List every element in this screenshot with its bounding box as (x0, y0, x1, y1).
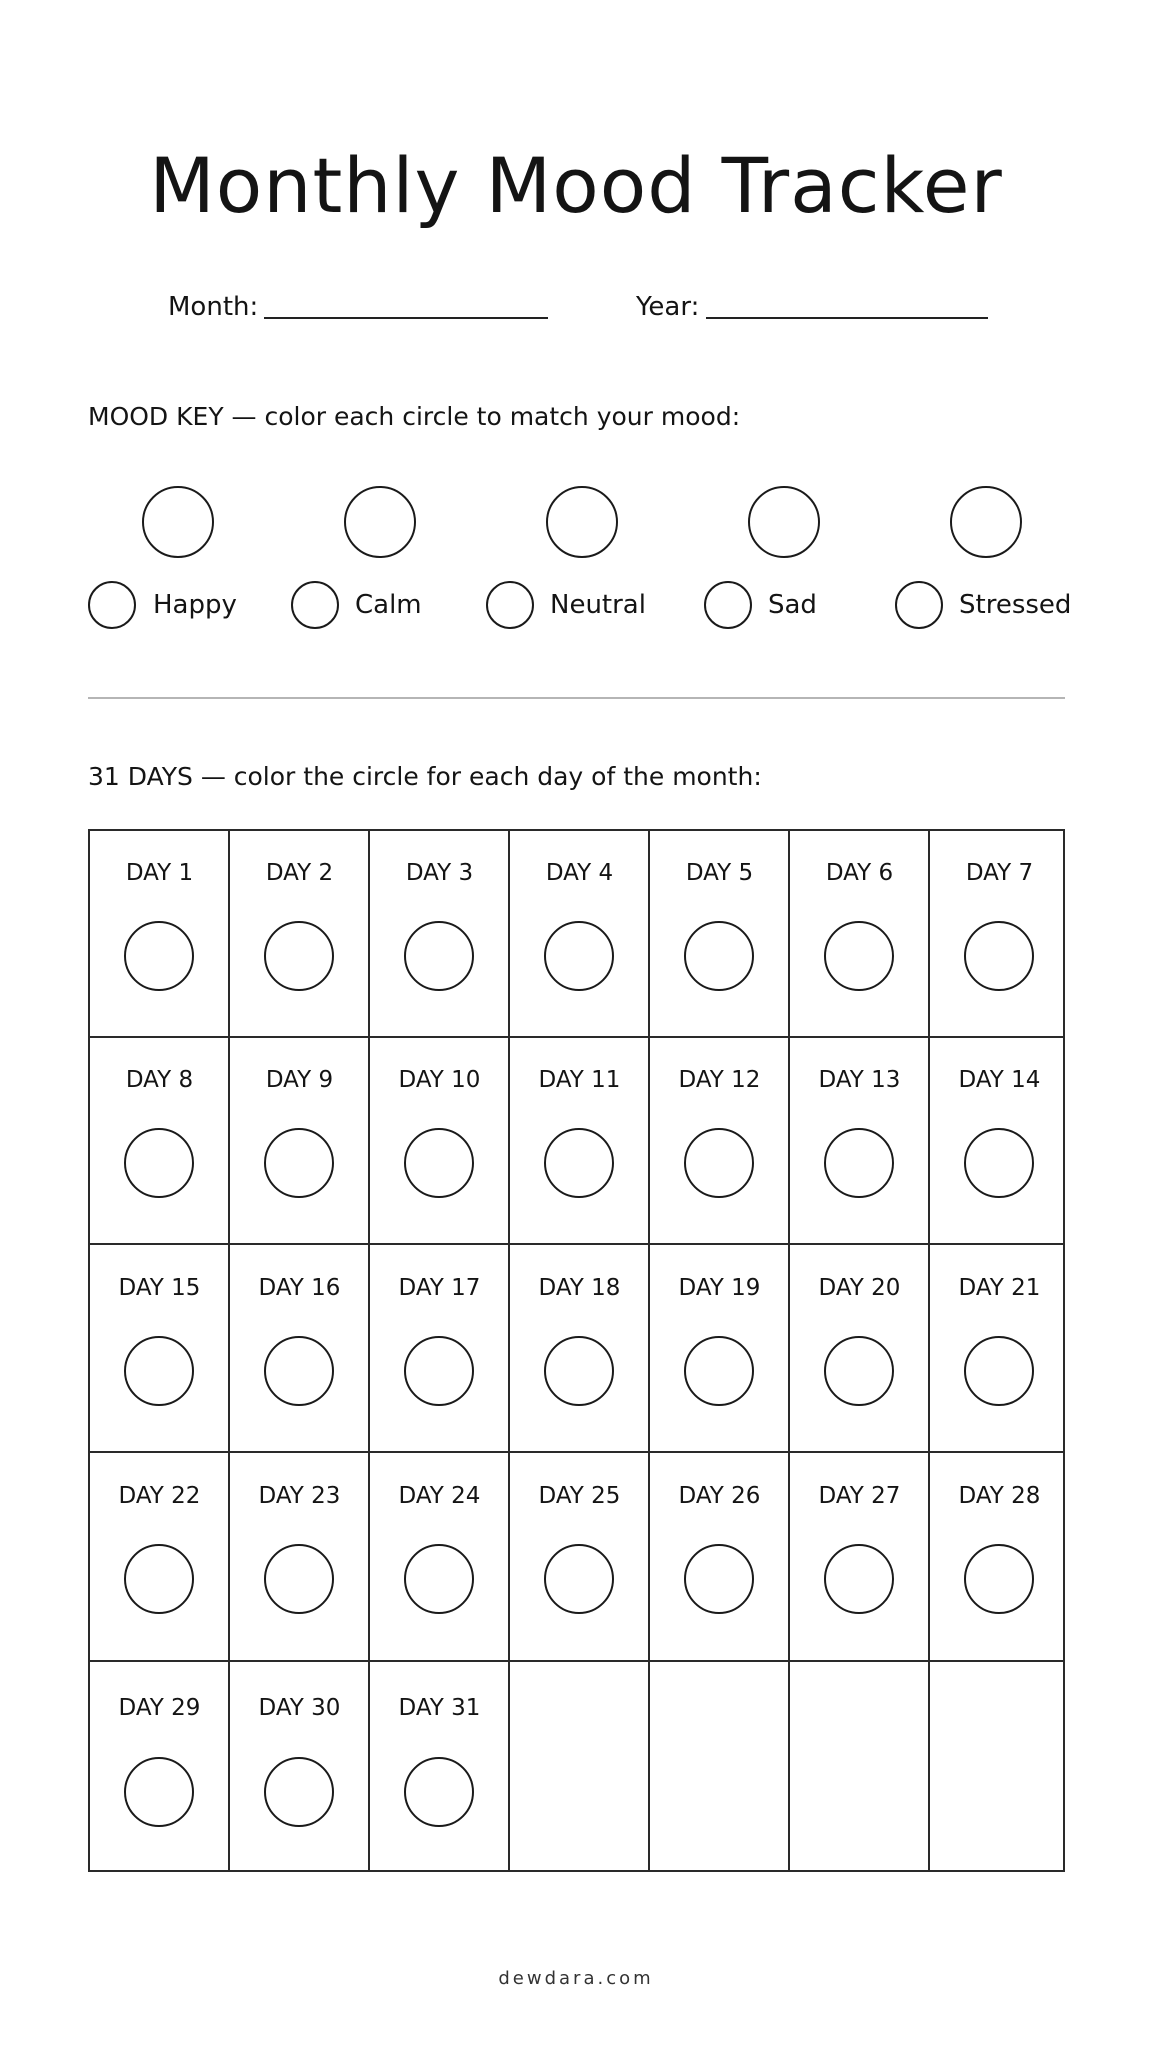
grid-row-divider (90, 1243, 1063, 1245)
day-label: DAY 22 (118, 1483, 201, 1509)
day-label: DAY 5 (685, 860, 754, 886)
day-label: DAY 2 (265, 860, 334, 886)
day-mood-circle[interactable] (264, 1336, 334, 1406)
day-mood-circle[interactable] (264, 1757, 334, 1827)
footer-website: dewdara.com (498, 1968, 654, 1989)
mood-swatch-calm[interactable] (291, 581, 339, 629)
day-mood-circle[interactable] (544, 1336, 614, 1406)
month-field[interactable] (168, 292, 258, 322)
day-mood-circle[interactable] (264, 1128, 334, 1198)
day-label: DAY 25 (538, 1483, 621, 1509)
day-label: DAY 30 (258, 1695, 341, 1721)
day-mood-circle[interactable] (124, 1757, 194, 1827)
day-label: DAY 19 (678, 1275, 761, 1301)
day-mood-circle[interactable] (684, 921, 754, 991)
day-mood-circle[interactable] (404, 1336, 474, 1406)
page-title: Monthly Mood Tracker (149, 141, 1003, 230)
day-label: DAY 3 (405, 860, 474, 886)
day-label: DAY 23 (258, 1483, 341, 1509)
day-mood-circle[interactable] (124, 1128, 194, 1198)
day-mood-circle[interactable] (964, 921, 1034, 991)
day-mood-circle[interactable] (544, 1544, 614, 1614)
day-mood-circle[interactable] (824, 1544, 894, 1614)
day-label: DAY 10 (398, 1067, 481, 1093)
day-label: DAY 29 (118, 1695, 201, 1721)
day-mood-circle[interactable] (964, 1544, 1034, 1614)
day-label: DAY 17 (398, 1275, 481, 1301)
grid-column-divider (928, 831, 930, 1870)
mood-label-sad: Sad (768, 590, 817, 620)
day-label: DAY 27 (818, 1483, 901, 1509)
day-label: DAY 12 (678, 1067, 761, 1093)
mood-label-neutral: Neutral (550, 590, 646, 620)
day-label: DAY 20 (818, 1275, 901, 1301)
day-label: DAY 15 (118, 1275, 201, 1301)
day-mood-circle[interactable] (264, 1544, 334, 1614)
mood-swatch-neutral[interactable] (486, 581, 534, 629)
grid-row-divider (90, 1036, 1063, 1038)
grid-row-divider (90, 1660, 1063, 1662)
day-mood-circle[interactable] (124, 921, 194, 991)
day-mood-circle[interactable] (404, 1544, 474, 1614)
days-heading: 31 DAYS — color the circle for each day of the month: (88, 762, 762, 791)
mood-key-heading: MOOD KEY — color each circle to match your mood: (88, 402, 741, 431)
day-label: DAY 9 (265, 1067, 334, 1093)
section-divider (88, 697, 1065, 699)
grid-row-divider (90, 1451, 1063, 1453)
day-mood-circle[interactable] (404, 1757, 474, 1827)
day-mood-circle[interactable] (684, 1128, 754, 1198)
day-label: DAY 8 (125, 1067, 194, 1093)
day-label: DAY 4 (545, 860, 614, 886)
mood-swatch-happy[interactable] (88, 581, 136, 629)
mood-color-circle-happy[interactable] (142, 486, 214, 558)
day-mood-circle[interactable] (264, 921, 334, 991)
day-label: DAY 24 (398, 1483, 481, 1509)
mood-color-circle-sad[interactable] (748, 486, 820, 558)
mood-label-happy: Happy (153, 590, 237, 620)
day-mood-circle[interactable] (684, 1336, 754, 1406)
day-mood-circle[interactable] (684, 1544, 754, 1614)
day-label: DAY 6 (825, 860, 894, 886)
day-label: DAY 21 (958, 1275, 1041, 1301)
day-mood-circle[interactable] (824, 921, 894, 991)
day-label: DAY 7 (965, 860, 1034, 886)
day-label: DAY 26 (678, 1483, 761, 1509)
year-label: Year: (636, 292, 700, 322)
day-mood-circle[interactable] (964, 1336, 1034, 1406)
month-write-line[interactable] (264, 317, 548, 319)
grid-column-divider (648, 831, 650, 1870)
mood-swatch-sad[interactable] (704, 581, 752, 629)
mood-label-calm: Calm (355, 590, 422, 620)
mood-color-circle-neutral[interactable] (546, 486, 618, 558)
day-mood-circle[interactable] (124, 1336, 194, 1406)
day-label: DAY 14 (958, 1067, 1041, 1093)
day-label: DAY 11 (538, 1067, 621, 1093)
day-mood-circle[interactable] (824, 1128, 894, 1198)
day-mood-circle[interactable] (124, 1544, 194, 1614)
day-mood-circle[interactable] (544, 1128, 614, 1198)
day-label: DAY 18 (538, 1275, 621, 1301)
day-label: DAY 1 (125, 860, 194, 886)
day-mood-circle[interactable] (404, 921, 474, 991)
year-write-line[interactable] (706, 317, 988, 319)
mood-color-circle-stressed[interactable] (950, 486, 1022, 558)
day-mood-circle[interactable] (964, 1128, 1034, 1198)
day-mood-circle[interactable] (404, 1128, 474, 1198)
mood-label-stressed: Stressed (959, 590, 1072, 620)
day-mood-circle[interactable] (544, 921, 614, 991)
day-label: DAY 31 (398, 1695, 481, 1721)
day-grid (88, 829, 1065, 1872)
month-label: Month: (168, 292, 259, 322)
year-field[interactable] (636, 292, 699, 322)
day-label: DAY 13 (818, 1067, 901, 1093)
mood-swatch-stressed[interactable] (895, 581, 943, 629)
day-mood-circle[interactable] (824, 1336, 894, 1406)
grid-column-divider (788, 831, 790, 1870)
day-label: DAY 28 (958, 1483, 1041, 1509)
mood-color-circle-calm[interactable] (344, 486, 416, 558)
day-label: DAY 16 (258, 1275, 341, 1301)
